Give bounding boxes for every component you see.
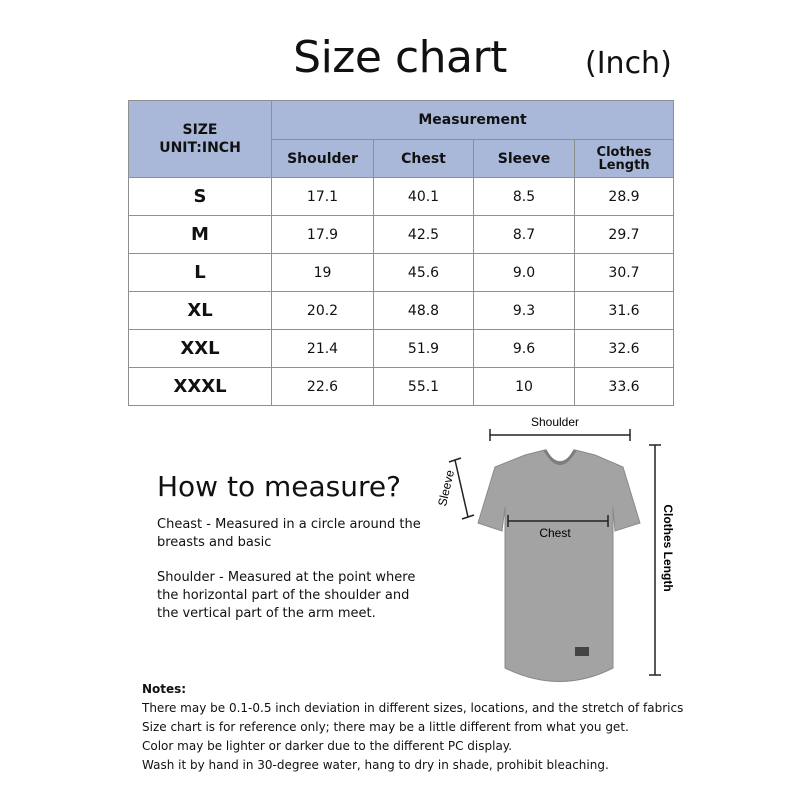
size-cell: XXXL (129, 368, 272, 406)
length-label: Clothes Length (661, 504, 675, 592)
measurement-cell: 21.4 (272, 330, 374, 368)
table-row (129, 178, 674, 216)
how-to-measure-title: How to measure? (157, 470, 401, 503)
measurement-cell: 40.1 (374, 178, 474, 216)
page-title: Size chart (293, 32, 507, 83)
size-chart-table (128, 100, 674, 406)
size-unit-header: SIZE UNIT:INCH (129, 101, 272, 178)
measurement-cell: 30.7 (575, 254, 674, 292)
measurement-cell: 33.6 (575, 368, 674, 406)
measurement-cell: 19 (272, 254, 374, 292)
size-cell: L (129, 254, 272, 292)
note-line: Size chart is for reference only; there may be a little different from what you get. (142, 720, 629, 734)
measurement-cell: 10 (474, 368, 575, 406)
shoulder-description: Shoulder - Measured at the point where the horizontal part of the shoulder and the vertical part of the arm meet. (157, 570, 416, 621)
table-row (129, 254, 674, 292)
measurement-cell: 17.9 (272, 216, 374, 254)
measurement-cell: 8.7 (474, 216, 575, 254)
measurement-diagram (430, 405, 680, 685)
column-header: Shoulder (272, 140, 374, 178)
measurement-cell: 29.7 (575, 216, 674, 254)
table-row (129, 292, 674, 330)
sleeve-label: Sleeve (435, 468, 458, 508)
shoulder-label: Shoulder (530, 415, 580, 429)
note-line: Wash it by hand in 30-degree water, hang to dry in shade, prohibit bleaching. (142, 758, 609, 772)
column-header: Clothes Length (575, 140, 674, 178)
size-cell: XL (129, 292, 272, 330)
sleeve-arrow (455, 460, 468, 517)
pocket-tag (575, 647, 589, 656)
measurement-cell: 45.6 (374, 254, 474, 292)
measurement-cell: 32.6 (575, 330, 674, 368)
measurement-cell: 55.1 (374, 368, 474, 406)
measurement-cell: 42.5 (374, 216, 474, 254)
note-line: There may be 0.1-0.5 inch deviation in different sizes, locations, and the stretch of fabrics (142, 701, 684, 715)
table-row (129, 330, 674, 368)
tshirt-illustration (478, 450, 640, 682)
measurement-cell: 31.6 (575, 292, 674, 330)
measurement-cell: 48.8 (374, 292, 474, 330)
measurement-cell: 20.2 (272, 292, 374, 330)
measurement-cell: 9.3 (474, 292, 575, 330)
measurement-cell: 51.9 (374, 330, 474, 368)
chest-description: Cheast - Measured in a circle around the breasts and basic (157, 517, 421, 550)
size-cell: XXL (129, 330, 272, 368)
size-cell: M (129, 216, 272, 254)
measurement-cell: 8.5 (474, 178, 575, 216)
measurement-cell: 9.6 (474, 330, 575, 368)
column-header: Sleeve (474, 140, 575, 178)
measurement-cell: 9.0 (474, 254, 575, 292)
size-cell: S (129, 178, 272, 216)
measurement-cell: 22.6 (272, 368, 374, 406)
measurement-header: Measurement (272, 101, 674, 140)
measurement-cell: 28.9 (575, 178, 674, 216)
chest-label: Chest (539, 526, 571, 540)
note-line: Color may be lighter or darker due to the different PC display. (142, 739, 513, 753)
unit-label: (Inch) (585, 46, 672, 81)
table-row (129, 368, 674, 406)
notes-section (142, 680, 683, 775)
notes-title: Notes: (142, 682, 187, 696)
measurement-cell: 17.1 (272, 178, 374, 216)
table-row (129, 216, 674, 254)
column-header: Chest (374, 140, 474, 178)
